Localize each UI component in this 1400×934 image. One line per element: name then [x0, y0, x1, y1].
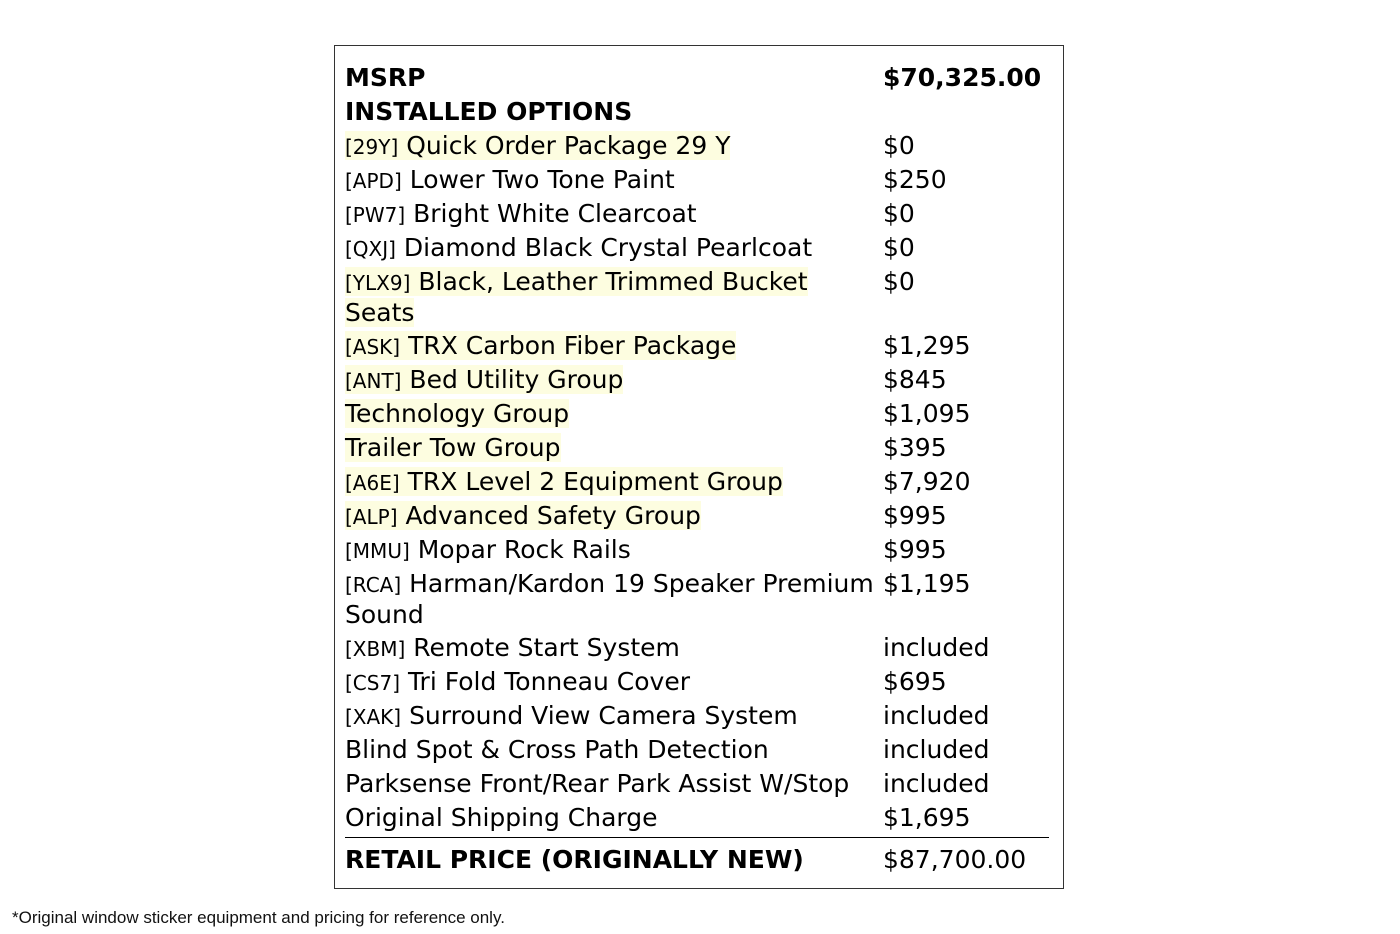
total-divider	[345, 837, 1049, 838]
retail-price: $87,700.00	[883, 845, 1027, 874]
option-price: $845	[883, 365, 947, 394]
option-price: $1,295	[883, 331, 971, 360]
option-price: $250	[883, 165, 947, 194]
option-description	[345, 667, 875, 698]
option-name: Diamond Black Crystal Pearlcoat	[403, 233, 813, 262]
option-text	[345, 501, 701, 530]
option-price: included	[883, 769, 990, 798]
option-text	[345, 535, 631, 564]
option-text	[345, 701, 798, 730]
option-text	[345, 199, 697, 228]
option-text	[345, 803, 658, 832]
option-text	[345, 399, 569, 428]
option-description	[345, 769, 875, 799]
option-price: $995	[883, 535, 947, 564]
option-name: Bright White Clearcoat	[413, 199, 697, 228]
option-price: $995	[883, 501, 947, 530]
option-text	[345, 769, 849, 798]
option-text	[345, 165, 675, 194]
window-sticker	[334, 45, 1064, 889]
option-price: $0	[883, 199, 915, 228]
option-code: [ANT]	[345, 369, 402, 393]
option-text	[345, 633, 680, 662]
option-description	[345, 633, 875, 664]
option-code: [CS7]	[345, 671, 400, 695]
option-name: Mopar Rock Rails	[417, 535, 631, 564]
option-text	[345, 331, 736, 360]
option-code: [APD]	[345, 169, 402, 193]
option-text	[345, 433, 561, 462]
option-name: Blind Spot & Cross Path Detection	[345, 735, 769, 764]
option-name: Parksense Front/Rear Park Assist W/Stop	[345, 769, 850, 798]
option-description	[345, 501, 875, 532]
msrp-label: MSRP	[345, 63, 426, 92]
option-name: Surround View Camera System	[409, 701, 798, 730]
option-price: included	[883, 735, 990, 764]
option-name: Remote Start System	[413, 633, 680, 662]
option-name: Trailer Tow Group	[345, 433, 561, 462]
option-code: [YLX9]	[345, 271, 411, 295]
option-name: TRX Carbon Fiber Package	[408, 331, 737, 360]
option-code: [A6E]	[345, 471, 400, 495]
option-code: [29Y]	[345, 135, 399, 159]
option-text	[345, 233, 812, 262]
option-name: Technology Group	[345, 399, 570, 428]
option-description	[345, 433, 875, 463]
option-description	[345, 399, 875, 429]
option-price: $695	[883, 667, 947, 696]
option-code: [QXJ]	[345, 237, 396, 261]
option-name: TRX Level 2 Equipment Group	[407, 467, 783, 496]
option-name: Black, Leather Trimmed Bucket Seats	[345, 267, 808, 327]
option-price: $1,095	[883, 399, 971, 428]
option-price: $7,920	[883, 467, 971, 496]
option-description	[345, 233, 875, 264]
option-description	[345, 365, 875, 396]
option-name: Tri Fold Tonneau Cover	[407, 667, 690, 696]
option-code: [RCA]	[345, 573, 402, 597]
option-price: $0	[883, 131, 915, 160]
option-name: Original Shipping Charge	[345, 803, 658, 832]
option-description	[345, 165, 875, 196]
option-name: Quick Order Package 29 Y	[406, 131, 731, 160]
option-name: Harman/Kardon 19 Speaker Premium Sound	[345, 569, 874, 629]
option-price: $1,195	[883, 569, 971, 598]
option-name: Advanced Safety Group	[405, 501, 701, 530]
option-description	[345, 735, 875, 765]
option-code: [ASK]	[345, 335, 401, 359]
option-code: [XAK]	[345, 705, 402, 729]
option-description	[345, 803, 875, 833]
option-code: [PW7]	[345, 203, 406, 227]
options-heading: INSTALLED OPTIONS	[345, 97, 633, 126]
option-description	[345, 569, 875, 630]
option-description	[345, 267, 875, 328]
option-name: Bed Utility Group	[409, 365, 624, 394]
option-text	[345, 267, 808, 327]
option-name: Lower Two Tone Paint	[409, 165, 675, 194]
option-description	[345, 701, 875, 732]
retail-label: RETAIL PRICE (ORIGINALLY NEW)	[345, 845, 804, 874]
option-text	[345, 735, 769, 764]
option-text	[345, 365, 623, 394]
option-price: $0	[883, 267, 915, 296]
option-description	[345, 535, 875, 566]
option-text	[345, 569, 874, 629]
option-price: included	[883, 633, 990, 662]
option-price: $1,695	[883, 803, 971, 832]
option-price: included	[883, 701, 990, 730]
option-description	[345, 131, 875, 162]
option-text	[345, 131, 730, 160]
option-text	[345, 467, 783, 496]
option-code: [MMU]	[345, 539, 410, 563]
option-description	[345, 331, 875, 362]
option-code: [ALP]	[345, 505, 398, 529]
option-description	[345, 199, 875, 230]
footnote: *Original window sticker equipment and pricing for reference only.	[12, 908, 505, 927]
option-text	[345, 667, 690, 696]
option-price: $395	[883, 433, 947, 462]
option-code: [XBM]	[345, 637, 406, 661]
option-price: $0	[883, 233, 915, 262]
option-description	[345, 467, 875, 498]
msrp-price: $70,325.00	[883, 63, 1042, 92]
